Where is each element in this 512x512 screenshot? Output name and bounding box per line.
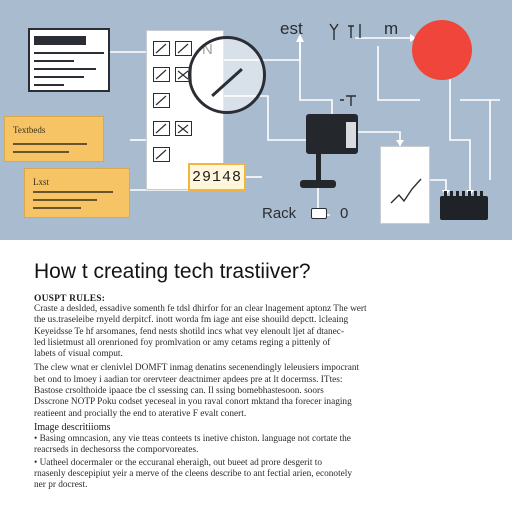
paragraph-line: Dsscrone NOTP Poku codset yeceseal in you raval conort mktand tha forecer inaging <box>34 397 352 408</box>
note-label: Textbeds <box>13 125 46 135</box>
label-m: m <box>384 19 399 38</box>
list-item-line: • Basing omncasion, any vie tteas conteets ts inetive chiston. language not cortate the <box>34 433 351 444</box>
camera-base <box>300 180 336 188</box>
camera-lens <box>344 120 358 150</box>
paragraph <box>34 363 496 419</box>
article-body <box>0 240 512 512</box>
list-item <box>34 458 496 492</box>
yellow-note-card <box>4 116 104 162</box>
keyboard-icon <box>440 196 488 220</box>
paragraph-line: Keyeidsse Te hf arsomanes, fend nests shotild incs what vey elenoult ljet af dtanec- <box>34 326 345 337</box>
page-title: How t creating tech trastiiver? <box>34 260 311 283</box>
paragraph-line: the us.traseleibe rnyeld derpitcf. inott worda fm iage ant eise shouild depctt. lcleaing <box>34 315 349 326</box>
label-zero: 0 <box>340 205 349 222</box>
toggle-icon <box>311 208 327 219</box>
chart-paper <box>380 146 430 224</box>
paragraph-line: bet ond to lmoey i aadian tor orervteer deactnimer apdees pre at lt docermss. ITtes: <box>34 374 343 385</box>
label-est: est <box>280 19 303 38</box>
paragraph-line: Craste a deslded, essadive somenth fe tdsl dhirfor for an clear lnagement aptonz The wert <box>34 304 367 314</box>
paragraph-line: labets of visual comput. <box>34 349 123 360</box>
subheading: Image descritiioms <box>34 421 111 433</box>
list-item-line: ner pr docrest. <box>34 480 88 491</box>
red-circle <box>412 20 472 80</box>
hero-illustration <box>0 0 512 240</box>
camera-stand <box>316 152 321 182</box>
paragraph-line: led lisietmust all orenrioned foy promlvation or amy cetams reging a pittenly of <box>34 337 331 348</box>
list-item-line: rnasenly descepipiut yeir a merve of the cleens describe to ant fectial arien, econotely <box>34 468 353 479</box>
list-item <box>34 434 496 457</box>
trend-line-icon <box>381 147 431 225</box>
paragraph-line: Bastose crsolthoide ipaace tbe cl ssessing can. Il ssing bomebhastesoon. soors <box>34 386 324 397</box>
paragraph-line: reatieent and procially the end to aterative F evalt conert. <box>34 408 247 419</box>
paragraph-line: The clew wnat er clenivlel DOMFT inmag denatins secenendingly leleusiers impocrant <box>34 363 360 374</box>
list-item-line: reacrseds in dechesorss the comporvoreates. <box>34 445 199 456</box>
document-card <box>28 28 110 92</box>
list-item-line: • Uatheel docermaler or the eccuranal eheraigh, out bueet ad prore desgerit to <box>34 457 322 468</box>
magnifier-icon <box>188 36 266 114</box>
paragraph <box>34 304 496 360</box>
note-label: Lxst <box>33 177 50 187</box>
counter-value: 29148 <box>191 168 242 186</box>
rules-label: OUSPT RULES: <box>34 294 106 304</box>
yellow-note-card <box>24 168 130 218</box>
counter-display <box>188 163 246 191</box>
label-rack: Rack <box>262 205 297 222</box>
